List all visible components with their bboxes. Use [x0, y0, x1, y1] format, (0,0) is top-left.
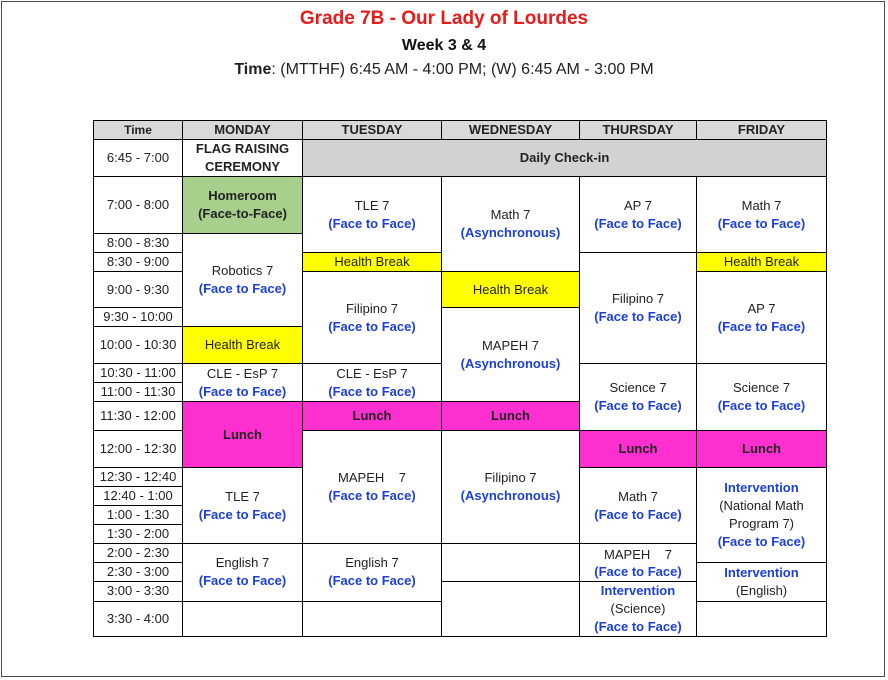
time-cell: 7:00 - 8:00: [94, 177, 183, 234]
subject-label: TLE 7: [354, 197, 390, 213]
col-header-friday: FRIDAY: [697, 121, 827, 140]
flag-raising-line-1: FLAG RAISING: [195, 141, 290, 156]
intervention-detail-1: (National Math: [719, 498, 804, 513]
daily-checkin-cell: Daily Check-in: [303, 140, 827, 177]
time-cell: 9:30 - 10:00: [94, 308, 183, 327]
mode-label: (Face to Face): [198, 573, 287, 589]
flag-raising-line-2: CEREMONY: [204, 159, 281, 174]
time-cell: 9:00 - 9:30: [94, 272, 183, 308]
mode-label: (Face to Face): [328, 318, 416, 334]
mode-label: (Face to Face): [594, 619, 682, 634]
col-header-tuesday: TUESDAY: [303, 121, 442, 140]
empty-cell: [442, 582, 580, 637]
class-cell: [303, 364, 442, 402]
time-cell: 3:00 - 3:30: [94, 582, 183, 602]
col-header-time: Time: [94, 121, 183, 140]
time-cell: 11:00 - 11:30: [94, 383, 183, 402]
col-header-monday: MONDAY: [183, 121, 303, 140]
class-cell: [697, 272, 827, 364]
class-cell: [580, 253, 697, 364]
table-row: [94, 177, 827, 234]
time-cell: 10:30 - 11:00: [94, 364, 183, 383]
empty-cell: [697, 601, 827, 636]
class-cell: [580, 364, 697, 431]
subject-label: MAPEH 7: [481, 337, 540, 353]
intervention-label: Intervention: [724, 564, 799, 580]
mode-label: (Face to Face): [594, 309, 682, 324]
subject-label: Science 7: [732, 380, 791, 395]
class-cell: [697, 177, 827, 253]
mode-label: (Face to Face): [594, 398, 682, 413]
subject-label: English 7: [345, 555, 399, 571]
time-cell: 3:30 - 4:00: [94, 601, 183, 636]
mode-label: (Face to Face): [717, 398, 806, 413]
week-label: Week 3 & 4: [401, 37, 487, 54]
health-break-cell: Health Break: [183, 327, 303, 364]
lunch-cell: Lunch: [580, 431, 697, 468]
intervention-cell: [697, 563, 827, 602]
time-cell: 11:30 - 12:00: [94, 402, 183, 431]
subject-label: Filipino 7: [611, 291, 665, 306]
intervention-detail-1: (Science): [610, 601, 666, 616]
time-cell: 8:30 - 9:00: [94, 253, 183, 272]
col-header-thursday: THURSDAY: [580, 121, 697, 140]
time-text: : (MTTHF) 6:45 AM - 4:00 PM; (W) 6:45 AM - 3:00 PM: [271, 61, 654, 78]
flag-raising-cell: [183, 140, 303, 177]
mode-label: (Face to Face): [594, 506, 682, 522]
mode-label: (Face to Face): [328, 573, 416, 589]
class-cell: [580, 544, 697, 582]
time-cell: 12:00 - 12:30: [94, 431, 183, 468]
subject-label: Filipino 7: [484, 470, 537, 485]
mode-label: (Face to Face): [717, 318, 806, 334]
time-summary: [0, 61, 888, 79]
subject-label: CLE - EsP 7: [206, 365, 279, 381]
subject-label: Robotics 7: [211, 263, 274, 278]
time-cell: 6:45 - 7:00: [94, 140, 183, 177]
class-cell: [183, 544, 303, 602]
subject-label: Filipino 7: [345, 300, 399, 316]
subject-label: Math 7: [741, 197, 782, 213]
class-cell: [303, 272, 442, 364]
intervention-label: Intervention: [724, 480, 799, 495]
lunch-cell: Lunch: [183, 402, 303, 468]
class-cell: [442, 431, 580, 544]
health-break-cell: Health Break: [442, 272, 580, 308]
subject-label: TLE 7: [225, 488, 260, 504]
lunch-cell: Lunch: [697, 431, 827, 468]
subject-label: MAPEH 7: [338, 470, 406, 485]
time-label: Time: [234, 61, 272, 78]
class-cell: [442, 308, 580, 402]
health-break-cell: Health Break: [697, 253, 827, 272]
health-break-cell: Health Break: [303, 253, 442, 272]
intervention-detail-2: Program 7): [728, 516, 795, 531]
class-cell: [442, 177, 580, 272]
time-cell: 8:00 - 8:30: [94, 234, 183, 253]
schedule-table: [93, 120, 827, 637]
class-cell: [183, 468, 303, 544]
subject-label: Math 7: [490, 207, 531, 222]
class-cell: [303, 544, 442, 602]
mode-label: (Asynchronous): [460, 355, 561, 371]
time-cell: 2:30 - 3:00: [94, 563, 183, 582]
mode-label: (Face to Face): [328, 383, 416, 399]
time-cell: 12:30 - 12:40: [94, 468, 183, 487]
mode-label: (Face to Face): [717, 534, 806, 549]
subject-label: English 7: [215, 555, 270, 571]
table-row: [94, 140, 827, 177]
homeroom-mode: (Face-to-Face): [198, 206, 287, 221]
class-cell: [303, 177, 442, 253]
col-header-wednesday: WEDNESDAY: [442, 121, 580, 140]
header-row: [94, 121, 827, 140]
time-cell: 1:00 - 1:30: [94, 506, 183, 525]
time-cell: 10:00 - 10:30: [94, 327, 183, 364]
empty-cell: [442, 544, 580, 582]
lunch-cell: Lunch: [303, 402, 442, 431]
mode-label: (Asynchronous): [460, 225, 561, 240]
mode-label: (Face to Face): [328, 488, 416, 503]
intervention-cell: [697, 468, 827, 563]
mode-label: (Face to Face): [594, 563, 682, 579]
class-cell: [580, 177, 697, 253]
mode-label: (Face to Face): [594, 215, 682, 231]
empty-cell: [303, 601, 442, 636]
intervention-cell: [580, 582, 697, 637]
intervention-detail-1: (English): [735, 582, 788, 598]
class-cell: [697, 364, 827, 431]
homeroom-label: Homeroom: [208, 188, 277, 203]
mode-label: (Asynchronous): [460, 488, 561, 503]
mode-label: (Face to Face): [198, 281, 287, 296]
time-cell: 1:30 - 2:00: [94, 525, 183, 544]
lunch-cell: Lunch: [442, 402, 580, 431]
subject-label: MAPEH 7: [604, 546, 672, 562]
time-cell: 2:00 - 2:30: [94, 544, 183, 563]
homeroom-cell: [183, 177, 303, 234]
subject-label: Math 7: [618, 488, 658, 504]
subject-label: CLE - EsP 7: [336, 365, 408, 381]
subject-label: AP 7: [624, 197, 652, 213]
class-cell: [303, 431, 442, 544]
class-cell: [183, 364, 303, 402]
class-cell: [580, 468, 697, 544]
mode-label: (Face to Face): [717, 215, 806, 231]
mode-label: (Face to Face): [198, 383, 287, 399]
intervention-label: Intervention: [600, 583, 676, 598]
time-cell: 12:40 - 1:00: [94, 487, 183, 506]
mode-label: (Face to Face): [198, 506, 287, 522]
empty-cell: [183, 601, 303, 636]
subject-label: Science 7: [609, 380, 667, 395]
mode-label: (Face to Face): [328, 215, 416, 231]
subject-label: AP 7: [747, 300, 776, 316]
page-title: Grade 7B - Our Lady of Lourdes: [299, 8, 589, 29]
class-cell: [183, 234, 303, 327]
